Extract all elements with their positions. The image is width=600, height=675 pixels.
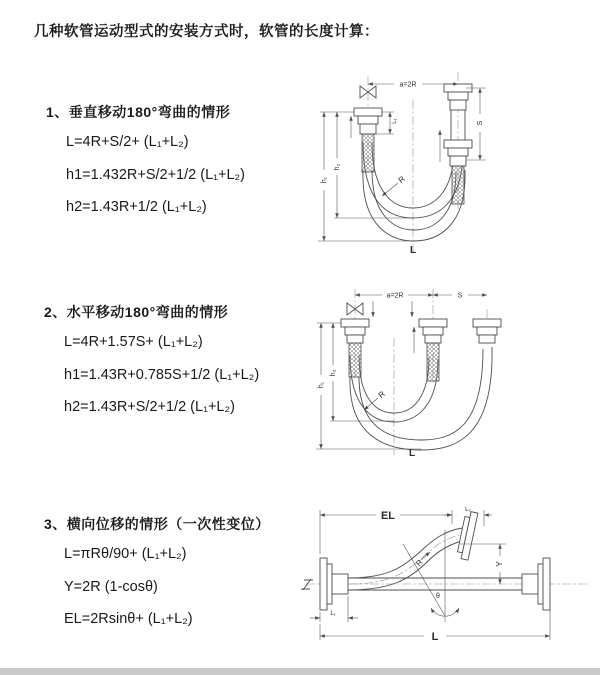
centerlines [368, 72, 458, 252]
dim-label-el: EL [380, 510, 396, 522]
movement-arrows [373, 301, 414, 353]
formula-line: L=4R+S/2+ (L₁+L₂) [66, 134, 189, 150]
dim-label-s: S [457, 292, 463, 300]
page-title: 几种软管运动型式的安装方式时，软管的长度计算： [34, 24, 379, 40]
dimension-l1 [310, 596, 358, 622]
radius-leader [382, 174, 407, 196]
dim-label-l2: L₂ [465, 507, 471, 513]
diagram-2-horizontal-bend [312, 283, 590, 461]
dim-label-width: a=2R [386, 292, 404, 300]
dimension-el [320, 510, 452, 554]
formula-line: L=4R+1.57S+ (L₁+L₂) [64, 334, 203, 350]
hose-curves [348, 528, 466, 590]
section-3-heading: 3、横向位移的情形（一次性变位） [44, 516, 270, 532]
dimension-width [355, 293, 433, 300]
formula-line: Y=2R (1-cosθ) [64, 578, 158, 595]
formula-line: EL=2Rsinθ+ (L₁+L₂) [64, 611, 193, 627]
dim-label-y: Y [495, 561, 504, 567]
middle-pipe-fitting [419, 319, 447, 381]
dim-label-h2: h₂ [330, 369, 337, 377]
formula-line: h2=1.43R+1/2 (L₁+L₂) [66, 199, 207, 215]
dim-label-h1: h₁ [321, 176, 328, 184]
angle-construction [403, 530, 459, 622]
dim-label-l1: L₁ [330, 611, 336, 617]
radius-label: R [396, 174, 407, 185]
dim-label-h2: h₂ [334, 163, 341, 171]
section-1 [46, 102, 245, 224]
dimension-s [466, 88, 486, 160]
section-3 [44, 514, 270, 636]
left-pipe-fitting [354, 108, 382, 172]
formula-line: h1=1.432R+S/2+1/2 (L₁+L₂) [66, 166, 246, 183]
right-pipe-fitting [473, 319, 501, 343]
right-pipe-fitting [444, 84, 472, 204]
angle-label: θ [436, 593, 440, 600]
dim-label-h1: h₁ [318, 381, 325, 389]
dim-label-s: S [477, 120, 484, 126]
dim-label-l1: L₁ [392, 118, 398, 124]
section-1-heading: 1、垂直移动180°弯曲的情形 [46, 104, 231, 120]
length-label: L [409, 245, 417, 256]
dimension-s [433, 293, 487, 300]
right-pipe-fitting [522, 558, 550, 610]
length-label: L [408, 448, 416, 459]
formula-line: h2=1.43R+S/2+1/2 (L₁+L₂) [64, 399, 235, 415]
dimension-h1 [316, 323, 421, 449]
formula-line: h1=1.43R+0.785S+1/2 (L₁+L₂) [64, 366, 260, 383]
dimension-length [320, 610, 550, 643]
section-2-heading: 2、水平移动180°弯曲的情形 [44, 304, 229, 320]
left-pipe-fitting [341, 319, 369, 377]
diagram-1-vertical-bend [310, 70, 588, 258]
displaced-flange [456, 511, 478, 560]
datum-mark [301, 579, 313, 590]
radius-label: R [414, 557, 425, 569]
radius-label: R [376, 389, 387, 400]
hose-curves [350, 347, 492, 450]
left-pipe-fitting [320, 558, 348, 610]
scan-edge-strip [0, 668, 600, 675]
length-label: L [431, 631, 439, 643]
diagram-3-lateral-displacement [300, 500, 595, 672]
formula-line: L=πRθ/90+ (L₁+L₂) [64, 546, 187, 562]
centerlines [355, 289, 487, 455]
dim-label-width: a=2R [399, 81, 417, 89]
section-2 [44, 302, 259, 424]
